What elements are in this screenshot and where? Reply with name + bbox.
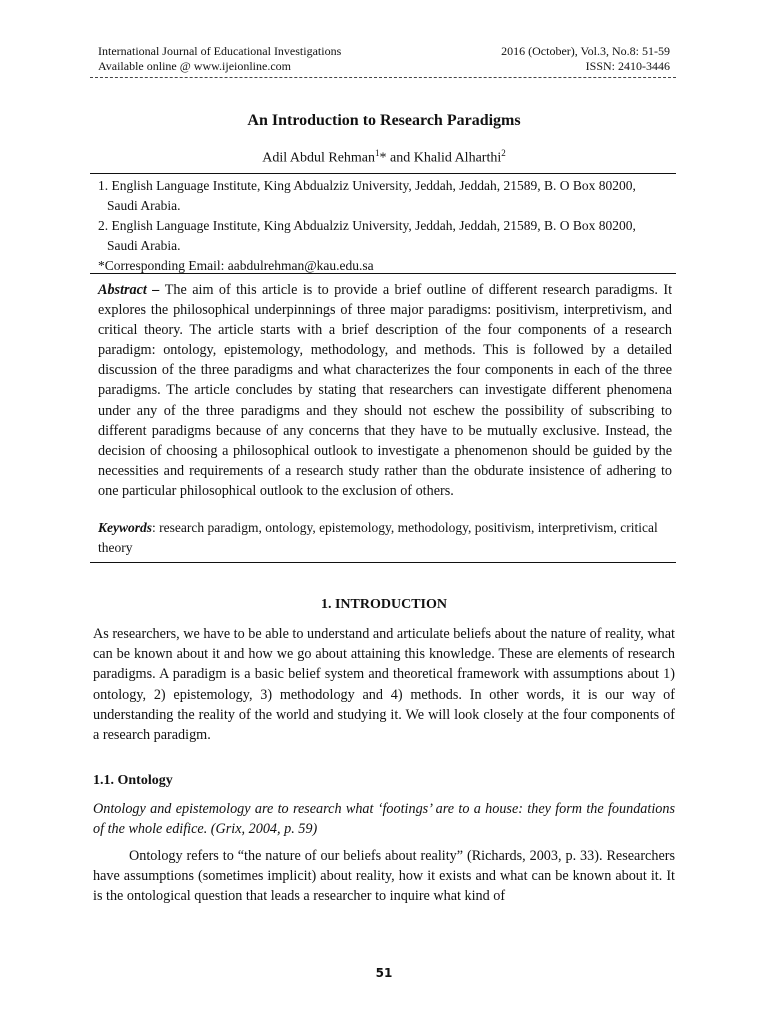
keywords-text: : research paradigm, ontology, epistemology, methodology, positivism, interpretivism, critical theory	[98, 520, 658, 555]
journal-name: International Journal of Educational Investigations	[98, 44, 342, 58]
affiliation-top-rule	[90, 173, 676, 174]
journal-website: Available online @ www.ijeionline.com	[98, 59, 292, 73]
keywords-label: Keywords	[98, 520, 152, 535]
running-header-left	[98, 44, 341, 74]
ontology-paragraph: Ontology refers to “the nature of our beliefs about reality” (Richards, 2003, p. 33). Researchers have assumptions (sometimes implicit) about reality, how it exists and what can be known about it. It is the ontological question that leads a researcher to inquire what kind of	[93, 848, 675, 905]
section-heading-introduction: 1. INTRODUCTION	[320, 597, 447, 612]
affiliations-block	[98, 176, 678, 276]
issue-info: 2016 (October), Vol.3, No.8: 51-59	[501, 44, 670, 58]
keywords-bottom-rule	[90, 562, 676, 563]
paper-title: An Introduction to Research Paradigms	[247, 112, 521, 129]
corresponding-email: *Corresponding Email: aabdulrehman@kau.edu.sa	[98, 258, 374, 273]
author-connector: * and Khalid Alharthi	[379, 150, 502, 166]
abstract-top-rule	[90, 273, 676, 274]
abstract-text: The aim of this article is to provide a brief outline of different research paradigms. It explores the philosophical underpinnings of three major paradigms: positivism, interpretivism, and critical theory. The article starts with a brief description of the four components of a research paradigm: ontology, epistemology, methodology, and methods. This is followed by a detailed discussion of the three paradigms and what characterizes the four components in each of the three paradigms. The article concludes by stating that researchers can investigate different phenomena under any of the three paradigms and they should not eschew the possibility of subscribing to different paradigms because of any concerns that they have to be mutually exclusive. Instead, the decision of choosing a philosophical outlook to investigate a phenomenon should be guided by the necessities and requirements of a research study rather than the obdurate insistence of adhering to one particular philosophical outlook to the exclusion of others.	[98, 282, 673, 499]
author-2-affil-marker: 2	[501, 148, 506, 158]
author-line	[0, 148, 768, 167]
introduction-paragraph: As researchers, we have to be able to understand and articulate beliefs about the nature of reality, what can be known about it and how we go about attaining this knowledge. These are elements of research paradigms. A paradigm is a basic belief system and theoretical framework with assumptions about 1) ontology, 2) epistemology, 3) methodology and 4) methods. In other words, it is our way of understanding the reality of the world and studying it. We will look closely at the four components of a research paradigm.	[93, 626, 675, 744]
abstract	[98, 280, 672, 501]
page-number: 51	[375, 966, 393, 980]
subsection-heading-ontology: 1.1. Ontology	[93, 773, 173, 788]
abstract-label: Abstract –	[98, 282, 165, 298]
affiliation-2: 2. English Language Institute, King Abdualziz University, Jeddah, Jeddah, 21589, B. O Box 80200, Saudi Arabia.	[98, 218, 636, 253]
affiliation-1: 1. English Language Institute, King Abdualziz University, Jeddah, Jeddah, 21589, B. O Box 80200, Saudi Arabia.	[98, 178, 636, 213]
header-divider	[90, 77, 676, 78]
running-header-right	[501, 44, 670, 74]
author-1: Adil Abdul Rehman	[262, 150, 376, 166]
keywords	[98, 518, 672, 558]
epigraph-quote: Ontology and epistemology are to research what ‘footings’ are to a house: they form the foundations of the whole edifice. (Grix, 2004, p. 59)	[93, 801, 675, 838]
author-1-affil-marker: 1	[375, 148, 380, 158]
issn: ISSN: 2410-3446	[585, 59, 670, 73]
